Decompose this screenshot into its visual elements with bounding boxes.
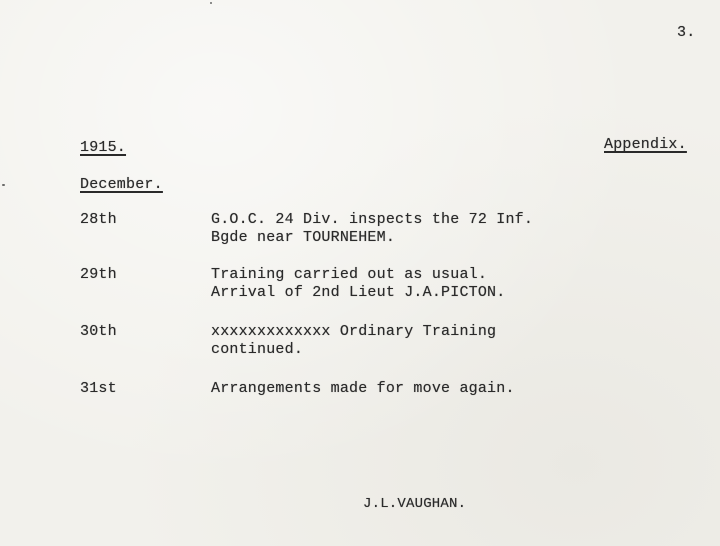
- entry-line: Bgde near TOURNEHEM.: [211, 229, 396, 246]
- entry-text: [211, 323, 496, 359]
- entry-line: Training carried out as usual.: [211, 266, 488, 283]
- page-number: 3.: [677, 24, 696, 41]
- entry-line: xxxxxxxxxxxxx Ordinary Training: [211, 323, 497, 340]
- entry-line: G.O.C. 24 Div. inspects the 72 Inf.: [211, 211, 534, 228]
- entry-line: Arrangements made for move again.: [211, 380, 515, 397]
- year-heading: 1915.: [80, 139, 127, 156]
- appendix-heading: Appendix.: [604, 136, 687, 153]
- entry-line: continued.: [211, 341, 304, 358]
- entry-date: 30th: [80, 323, 117, 340]
- paper-speck: [2, 184, 5, 186]
- paper-speck: [210, 2, 212, 4]
- entry-text: [211, 380, 515, 398]
- month-heading: December.: [80, 176, 163, 193]
- signature: J.L.VAUGHAN.: [363, 496, 467, 512]
- entry-text: [211, 266, 505, 302]
- entry-date: 28th: [80, 211, 117, 228]
- entry-date: 31st: [80, 380, 117, 397]
- entry-line: Arrival of 2nd Lieut J.A.PICTON.: [211, 284, 506, 301]
- entry-date: 29th: [80, 266, 117, 283]
- entry-text: [211, 211, 533, 247]
